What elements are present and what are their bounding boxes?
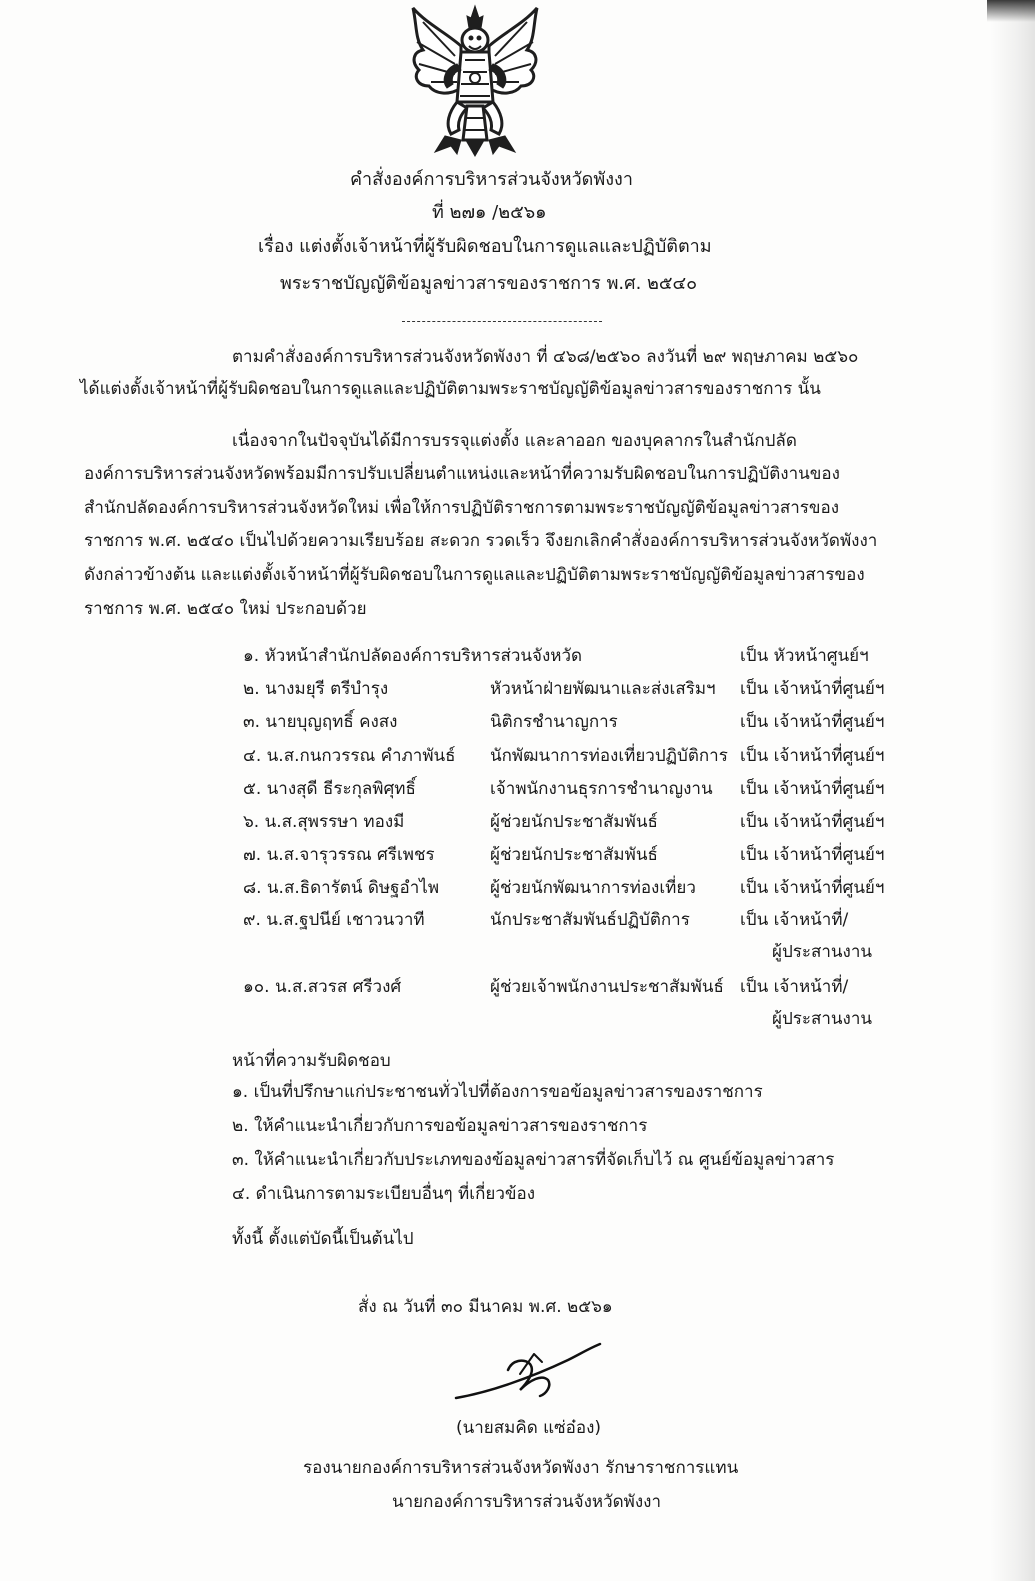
member-role: เป็น หัวหน้าศูนย์ฯ — [740, 646, 869, 666]
duty-item: ๓. ให้คำแนะนำเกี่ยวกับประเภทของข้อมูลข่าวสารที่จัดเก็บไว้ ณ ศูนย์ข้อมูลข่าวสาร — [232, 1150, 835, 1170]
subject-line-1: เรื่อง แต่งตั้งเจ้าหน้าที่ผู้รับผิดชอบในการดูแลและปฏิบัติตาม — [258, 236, 712, 257]
member-position: ผู้ช่วยนักประชาสัมพันธ์ — [490, 812, 658, 832]
member-role: เป็น เจ้าหน้าที่ศูนย์ฯ — [740, 812, 885, 832]
page-edge-shadow — [990, 0, 1035, 1581]
member-name: ๑๐. น.ส.สวรส ศรีวงศ์ — [243, 977, 402, 997]
garuda-emblem — [405, 2, 545, 158]
member-position: หัวหน้าฝ่ายพัฒนาและส่งเสริมฯ — [490, 679, 716, 699]
member-role: เป็น เจ้าหน้าที่ศูนย์ฯ — [740, 878, 885, 898]
paragraph-2-line-3: สำนักปลัดองค์การบริหารส่วนจังหวัดใหม่ เพื่อให้การปฏิบัติราชการตามพระราชบัญญัติข้อมูลข่าวสารของ — [84, 498, 840, 518]
duty-item: ๒. ให้คำแนะนำเกี่ยวกับการขอข้อมูลข่าวสารของราชการ — [232, 1116, 648, 1136]
member-position: นักพัฒนาการท่องเที่ยวปฏิบัติการ — [490, 746, 728, 766]
member-name: ๘. น.ส.ธิดารัตน์ ดิษฐอำไพ — [243, 878, 440, 898]
member-position: ผู้ช่วยนักประชาสัมพันธ์ — [490, 845, 658, 865]
duty-item: ๔. ดำเนินการตามระเบียบอื่นๆ ที่เกี่ยวข้อง — [232, 1184, 536, 1204]
duties-heading: หน้าที่ความรับผิดชอบ — [232, 1051, 391, 1071]
paragraph-1-line-2: ได้แต่งตั้งเจ้าหน้าที่ผู้รับผิดชอบในการดูแลและปฏิบัติตามพระราชบัญญัติข้อมูลข่าวสารของราชการ นั้น — [80, 379, 821, 399]
member-name: ๔. น.ส.กนกวรรณ คำภาพันธ์ — [243, 746, 456, 766]
duty-item: ๑. เป็นที่ปรึกษาแก่ประชาชนทั่วไปที่ต้องการขอข้อมูลข่าวสารของราชการ — [232, 1082, 763, 1102]
member-name: ๓. นายบุญฤทธิ์ คงสง — [243, 712, 398, 732]
member-name: ๖. น.ส.สุพรรษา ทองมี — [243, 812, 405, 832]
member-position: ผู้ช่วยนักพัฒนาการท่องเที่ยว — [490, 878, 696, 898]
handwritten-signature — [450, 1340, 610, 1410]
member-name: ๙. น.ส.ฐปนีย์ เชาวนวาที — [243, 910, 425, 930]
member-role-continued: ผู้ประสานงาน — [772, 1009, 873, 1029]
member-role: เป็น เจ้าหน้าที่/ — [740, 910, 849, 930]
member-role: เป็น เจ้าหน้าที่ศูนย์ฯ — [740, 779, 885, 799]
member-position: ผู้ช่วยเจ้าพนักงานประชาสัมพันธ์ — [490, 977, 724, 997]
signer-title-line-1: รองนายกองค์การบริหารส่วนจังหวัดพังงา รักษาราชการแทน — [303, 1458, 739, 1478]
paragraph-2-line-2: องค์การบริหารส่วนจังหวัดพร้อมมีการปรับเปลี่ยนตำแหน่งและหน้าที่ความรับผิดชอบในการปฏิบัติงานของ — [84, 464, 840, 484]
member-role: เป็น เจ้าหน้าที่ศูนย์ฯ — [740, 845, 885, 865]
signer-name: (นายสมคิด แซ่อ๋อง) — [456, 1418, 602, 1438]
member-name: ๕. นางสุดี ธีระกุลพิศุทธิ์ — [243, 779, 416, 799]
member-position: นักประชาสัมพันธ์ปฏิบัติการ — [490, 910, 690, 930]
member-role: เป็น เจ้าหน้าที่ศูนย์ฯ — [740, 712, 885, 732]
paragraph-2-line-6: ราชการ พ.ศ. ๒๕๔๐ ใหม่ ประกอบด้วย — [84, 599, 367, 619]
member-name: ๒. นางมยุรี ตรีบำรุง — [243, 679, 389, 699]
member-role-continued: ผู้ประสานงาน — [772, 942, 873, 962]
effective-statement: ทั้งนี้ ตั้งแต่บัดนี้เป็นต้นไป — [232, 1229, 414, 1249]
member-role: เป็น เจ้าหน้าที่ศูนย์ฯ — [740, 746, 885, 766]
corner-shadow — [987, 0, 1035, 22]
paragraph-2-line-5: ดังกล่าวข้างต้น และแต่งตั้งเจ้าหน้าที่ผู้รับผิดชอบในการดูแลและปฏิบัติตามพระราชบัญญัติข้อมูลข่าวสารของ — [84, 565, 865, 585]
member-role: เป็น เจ้าหน้าที่/ — [740, 977, 849, 997]
order-date: สั่ง ณ วันที่ ๓๐ มีนาคม พ.ศ. ๒๕๖๑ — [358, 1297, 613, 1317]
order-number: ที่ ๒๗๑ /๒๕๖๑ — [432, 202, 547, 223]
member-position: เจ้าพนักงานธุรการชำนาญงาน — [490, 779, 713, 799]
signer-title-line-2: นายกองค์การบริหารส่วนจังหวัดพังงา — [392, 1492, 662, 1512]
member-name: ๑. หัวหน้าสำนักปลัดองค์การบริหารส่วนจังหวัด — [243, 646, 583, 666]
subject-line-2: พระราชบัญญัติข้อมูลข่าวสารของราชการ พ.ศ. ๒๕๔๐ — [280, 273, 698, 294]
paragraph-1-line-1: ตามคำสั่งองค์การบริหารส่วนจังหวัดพังงา ที่ ๔๖๘/๒๕๖๐ ลงวันที่ ๒๙ พฤษภาคม ๒๕๖๐ — [232, 347, 859, 367]
header-divider — [402, 321, 602, 322]
order-title: คำสั่งองค์การบริหารส่วนจังหวัดพังงา — [350, 169, 633, 190]
member-role: เป็น เจ้าหน้าที่ศูนย์ฯ — [740, 679, 885, 699]
member-name: ๗. น.ส.จารุวรรณ ศรีเพชร — [243, 845, 435, 865]
paragraph-2-line-1: เนื่องจากในปัจจุบันได้มีการบรรจุแต่งตั้ง และลาออก ของบุคลากรในสำนักปลัด — [232, 431, 797, 451]
member-position: นิติกรชำนาญการ — [490, 712, 618, 732]
paragraph-2-line-4: ราชการ พ.ศ. ๒๕๔๐ เป็นไปด้วยความเรียบร้อย สะดวก รวดเร็ว จึงยกเลิกคำสั่งองค์การบริหารส่วนจังหวัดพังงา — [84, 531, 878, 551]
